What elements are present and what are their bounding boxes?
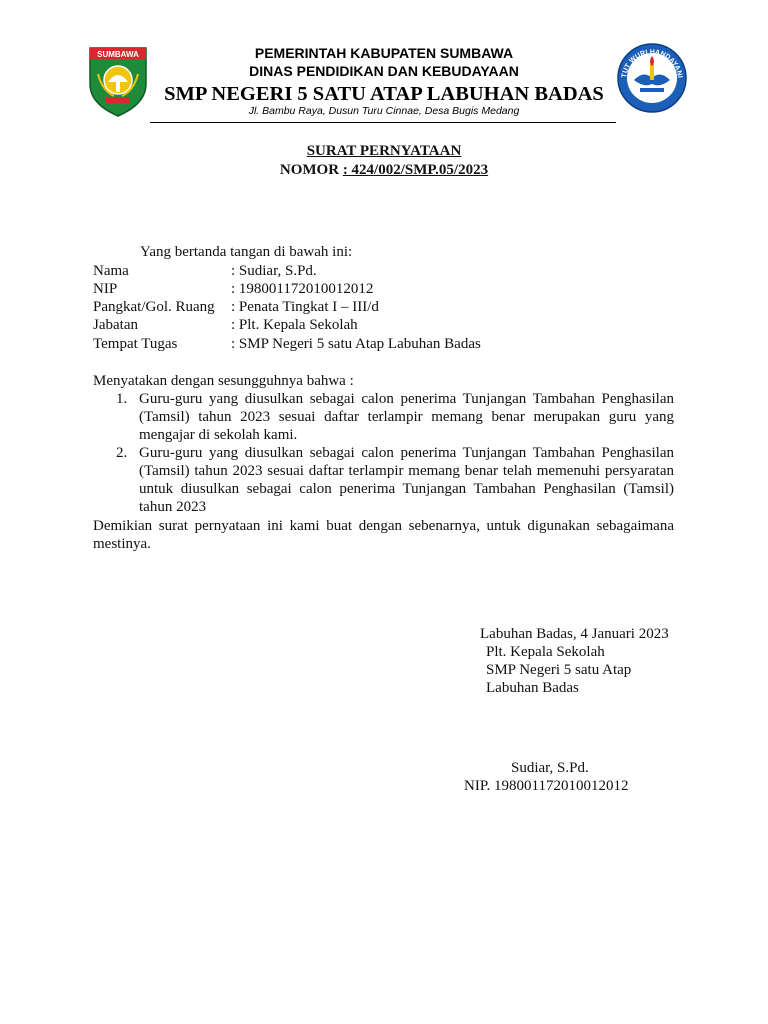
sumbawa-logo (86, 44, 150, 118)
field-value-pangkat: : Penata Tingkat I – III/d (231, 299, 379, 315)
signature-school-line2: Labuhan Badas (486, 680, 579, 696)
field-label-pangkat: Pangkat/Gol. Ruang (93, 299, 215, 315)
signature-position: Plt. Kepala Sekolah (486, 644, 605, 660)
list-item-number: 2. (116, 445, 128, 461)
intro-text: Yang bertanda tangan di bawah ini: (140, 244, 353, 260)
signatory-name: Sudiar, S.Pd. (511, 760, 589, 776)
list-item-line: untuk diusulkan sebagai calon penerima Tunjangan Tambahan Penghasilan (Tamsil) (139, 481, 674, 497)
field-label-jabatan: Jabatan (93, 317, 138, 333)
letter-number-label: NOMOR (279, 162, 340, 178)
field-value-nama: : Sudiar, S.Pd. (231, 263, 317, 279)
field-value-tempat-tugas: : SMP Negeri 5 satu Atap Labuhan Badas (231, 336, 481, 352)
list-item-number: 1. (116, 391, 128, 407)
closing-line: mestinya. (93, 536, 151, 552)
svg-text:TUT WURI HANDAYANI: TUT WURI HANDAYANI (621, 48, 683, 79)
closing-line: Demikian surat pernyataan ini kami buat dengan sebenarnya, untuk digunakan sebagaimana (93, 518, 674, 534)
list-item-line: mengajar di sekolah kami. (139, 427, 298, 443)
field-label-tempat-tugas: Tempat Tugas (93, 336, 178, 352)
list-item-line: (Tamsil) tahun 2023 sesuai daftar terlampir memang benar telah memenuhi persyaratan (139, 463, 674, 479)
signatory-nip: NIP. 198001172010012012 (464, 778, 629, 794)
government-name: PEMERINTAH KABUPATEN SUMBAWA (254, 45, 514, 61)
statement-intro: Menyatakan dengan sesungguhnya bahwa : (93, 373, 354, 389)
letterhead-rule (150, 122, 616, 123)
svg-text:SUMBAWA: SUMBAWA (97, 50, 139, 59)
tut-wuri-handayani-logo (614, 40, 690, 116)
list-item-line: tahun 2023 (139, 499, 207, 515)
list-item-line: Guru-guru yang diusulkan sebagai calon penerima Tunjangan Tambahan Penghasilan (139, 445, 674, 461)
department-name: DINAS PENDIDIKAN DAN KEBUDAYAAN (249, 63, 519, 79)
field-label-nip: NIP (93, 281, 118, 297)
list-item-line: Guru-guru yang diusulkan sebagai calon penerima Tunjangan Tambahan Penghasilan (139, 391, 674, 407)
field-value-nip: : 198001172010012012 (231, 281, 374, 297)
signature-school-line1: SMP Negeri 5 satu Atap (486, 662, 632, 678)
field-value-jabatan: : Plt. Kepala Sekolah (231, 317, 358, 333)
letter-number (0, 161, 768, 179)
letter-number-value: : 424/002/SMP.05/2023 (342, 162, 489, 178)
list-item-line: (Tamsil) tahun 2023 sesuai daftar terlampir memang benar merupakan guru yang (139, 409, 674, 425)
letter-title: SURAT PERNYATAAN (306, 143, 462, 159)
field-label-nama: Nama (93, 263, 129, 279)
signature-place-date: Labuhan Badas, 4 Januari 2023 (480, 626, 669, 642)
school-address: Jl. Bambu Raya, Dusun Turu Cinnae, Desa Bugis Medang (248, 105, 520, 117)
school-name: SMP NEGERI 5 SATU ATAP LABUHAN BADAS (164, 83, 604, 105)
